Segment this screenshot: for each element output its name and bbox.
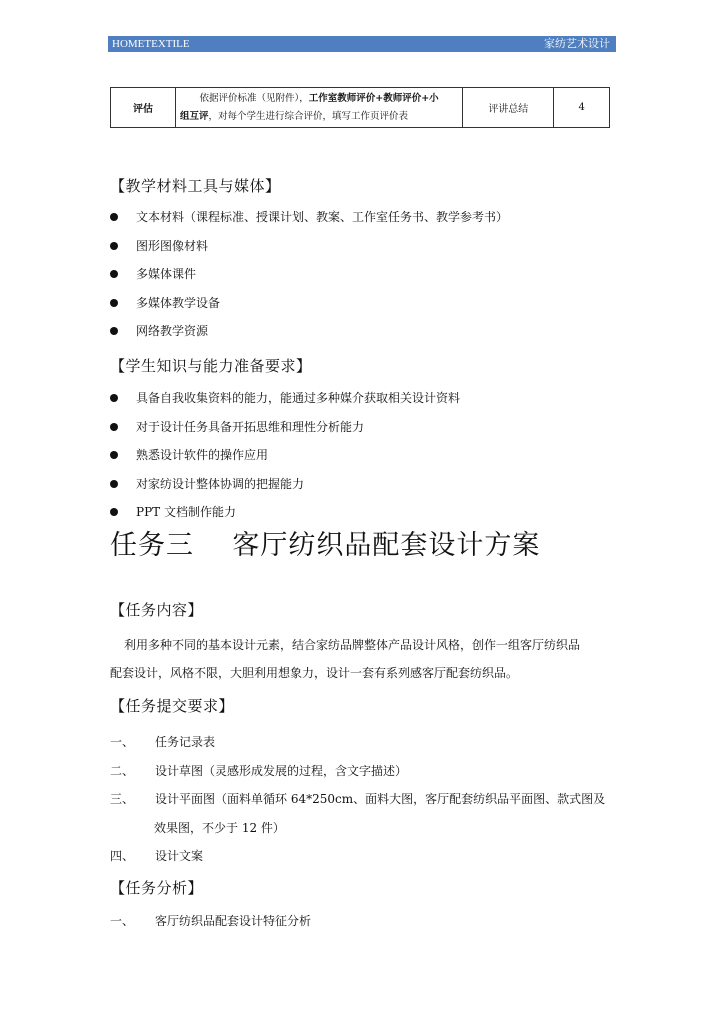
list-item: 二、 设计草图（灵感形成发展的过程，含文字描述） — [110, 764, 408, 778]
bullet-icon — [110, 270, 118, 278]
section-heading-content: 【任务内容】 — [110, 601, 204, 619]
desc-bold-text: 组互评 — [179, 110, 209, 122]
bullet-icon — [110, 394, 118, 402]
bullet-icon — [110, 299, 118, 307]
abilities-list — [110, 388, 460, 531]
list-item: 熟悉设计软件的操作应用 — [110, 445, 460, 474]
list-item: 对于设计任务具备开拓思维和理性分析能力 — [110, 417, 460, 446]
bullet-icon — [110, 242, 118, 250]
header-right-text: 家纺艺术设计 — [544, 37, 610, 50]
list-item: 一、 任务记录表 — [110, 735, 216, 749]
table-cell-stage: 评估 — [111, 88, 176, 128]
list-item-continuation: 效果图，不少于 12 件） — [154, 821, 285, 835]
header-left-text: HOMETEXTILE — [112, 38, 190, 50]
section-heading-materials: 【教学材料工具与媒体】 — [110, 177, 281, 195]
evaluation-table — [110, 87, 610, 128]
materials-list — [110, 207, 508, 350]
bullet-icon — [110, 480, 118, 488]
paragraph-line: 配套设计，风格不限，大胆利用想象力，设计一套有系列感客厅配套纺织品。 — [110, 666, 519, 680]
desc-text: 依据评价标准（见附件）， — [199, 92, 309, 104]
bullet-icon — [110, 451, 118, 459]
bullet-icon — [110, 213, 118, 221]
list-item: 具备自我收集资料的能力，能通过多种媒介获取相关设计资料 — [110, 388, 460, 417]
table-cell-description — [175, 88, 462, 128]
list-item: 一、 客厅纺织品配套设计特征分析 — [110, 914, 312, 928]
list-item: 文本材料（课程标准、授课计划、教案、工作室任务书、教学参考书） — [110, 207, 508, 236]
list-item: 四、 设计文案 — [110, 849, 204, 863]
section-heading-submit: 【任务提交要求】 — [110, 697, 235, 715]
list-item: 网络教学资源 — [110, 321, 508, 350]
desc-bold-text: 工作室教师评价+教师评价+小 — [308, 92, 439, 104]
section-heading-analysis: 【任务分析】 — [110, 879, 204, 897]
table-cell-method: 评讲总结 — [463, 88, 554, 128]
list-item: PPT 文档制作能力 — [110, 502, 460, 531]
list-item: 图形图像材料 — [110, 236, 508, 265]
bullet-icon — [110, 327, 118, 335]
desc-text: ，对每个学生进行综合评价，填写工作页评价表 — [208, 110, 409, 122]
section-heading-abilities: 【学生知识与能力准备要求】 — [110, 357, 312, 375]
paragraph-line: 利用多种不同的基本设计元素，结合家纺品牌整体产品设计风格，创作一组客厅纺织品 — [124, 638, 581, 652]
list-item: 多媒体课件 — [110, 264, 508, 293]
list-item: 三、 设计平面图（面料单循环 64*250cm、面料大图，客厅配套纺织品平面图、款式图及 — [110, 792, 606, 806]
bullet-icon — [110, 423, 118, 431]
task-title: 任务三 客厅纺织品配套设计方案 — [110, 530, 541, 561]
bullet-icon — [110, 508, 118, 516]
page-header-bar — [108, 36, 616, 52]
table-row — [111, 88, 610, 128]
list-item: 多媒体教学设备 — [110, 293, 508, 322]
table-cell-hours: 4 — [554, 88, 610, 128]
content-paragraph — [110, 631, 616, 687]
list-item: 对家纺设计整体协调的把握能力 — [110, 474, 460, 503]
